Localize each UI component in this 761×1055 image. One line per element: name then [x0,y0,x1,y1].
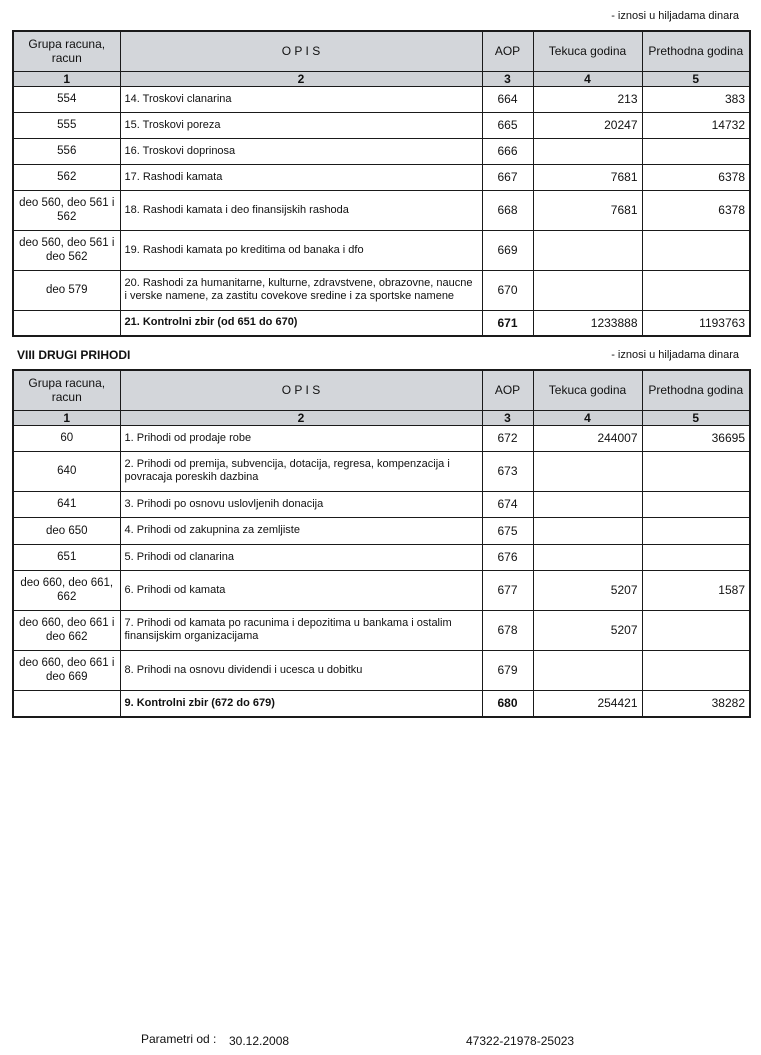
table-row [13,610,750,650]
col-number: 3 [482,410,533,425]
current-year-cell: 5207 [533,610,642,650]
other-income-table [12,369,751,718]
expenses-table [12,30,751,337]
unit-note: - iznosi u hiljadama dinara [611,349,739,361]
current-year-cell: 5207 [533,570,642,610]
previous-year-cell: 1193763 [642,310,750,336]
current-year-cell: 7681 [533,164,642,190]
account-cell: deo 560, deo 561 i 562 [13,190,120,230]
current-year-cell: 213 [533,86,642,112]
account-cell [13,690,120,717]
description-cell: 8. Prihodi na osnovu dividendi i ucesca u dobitku [120,650,482,690]
account-cell: deo 650 [13,517,120,544]
aop-cell: 676 [482,544,533,570]
table-row [13,112,750,138]
col-number: 1 [13,410,120,425]
description-cell: 16. Troskovi doprinosa [120,138,482,164]
account-cell: deo 660, deo 661 i deo 669 [13,650,120,690]
current-year-cell [533,544,642,570]
account-cell: deo 660, deo 661 i deo 662 [13,610,120,650]
account-cell: 60 [13,425,120,451]
header-previous-year: Prethodna godina [642,370,750,410]
account-cell: 651 [13,544,120,570]
aop-cell: 670 [482,270,533,310]
table-row [13,138,750,164]
aop-cell: 674 [482,491,533,517]
aop-cell: 680 [482,690,533,717]
header-current-year: Tekuca godina [533,31,642,71]
current-year-cell [533,650,642,690]
current-year-cell [533,230,642,270]
aop-cell: 672 [482,425,533,451]
header-description: O P I S [120,31,482,71]
aop-cell: 679 [482,650,533,690]
aop-cell: 677 [482,570,533,610]
account-cell: 555 [13,112,120,138]
parameters-label: Parametri od : [141,1032,217,1046]
document-code: 47322-21978-25023 [466,1034,575,1048]
table-row [13,650,750,690]
section-title: VIII DRUGI PRIHODI [17,348,131,362]
current-year-cell [533,517,642,544]
description-cell: 4. Prihodi od zakupnina za zemljiste [120,517,482,544]
previous-year-cell: 14732 [642,112,750,138]
col-number: 2 [120,71,482,86]
aop-cell: 669 [482,230,533,270]
previous-year-cell [642,270,750,310]
description-cell: 1. Prihodi od prodaje robe [120,425,482,451]
table-row [13,230,750,270]
unit-note: - iznosi u hiljadama dinara [611,10,739,22]
previous-year-cell: 38282 [642,690,750,717]
table-row [13,491,750,517]
description-cell: 20. Rashodi za humanitarne, kulturne, zdravstvene, obrazovne, naucne i verske namene, za zastitu covekove sredine i za sportske namene [120,270,482,310]
description-cell: 9. Kontrolni zbir (672 do 679) [120,690,482,717]
current-year-cell: 7681 [533,190,642,230]
table-row [13,190,750,230]
col-number: 3 [482,71,533,86]
aop-cell: 666 [482,138,533,164]
account-cell: 556 [13,138,120,164]
current-year-cell [533,138,642,164]
description-cell: 21. Kontrolni zbir (od 651 do 670) [120,310,482,336]
previous-year-cell [642,491,750,517]
aop-cell: 665 [482,112,533,138]
current-year-cell: 20247 [533,112,642,138]
header-aop: AOP [482,370,533,410]
account-cell: deo 579 [13,270,120,310]
previous-year-cell [642,544,750,570]
account-cell: 641 [13,491,120,517]
previous-year-cell: 6378 [642,164,750,190]
description-cell: 18. Rashodi kamata i deo finansijskih rashoda [120,190,482,230]
current-year-cell [533,491,642,517]
aop-cell: 664 [482,86,533,112]
col-number: 4 [533,410,642,425]
header-account: Grupa racuna, racun [13,31,120,71]
account-cell: 562 [13,164,120,190]
header-previous-year: Prethodna godina [642,31,750,71]
header-description: O P I S [120,370,482,410]
col-number: 5 [642,71,750,86]
header-account: Grupa racuna, racun [13,370,120,410]
table-row [13,86,750,112]
table-row [13,451,750,491]
current-year-cell: 254421 [533,690,642,717]
control-sum-row [13,310,750,336]
table-row [13,544,750,570]
account-cell: deo 560, deo 561 i deo 562 [13,230,120,270]
account-cell: 554 [13,86,120,112]
parameters-date: 30.12.2008 [229,1034,290,1048]
previous-year-cell [642,138,750,164]
current-year-cell [533,451,642,491]
description-cell: 19. Rashodi kamata po kreditima od banaka i dfo [120,230,482,270]
description-cell: 2. Prihodi od premija, subvencija, dotacija, regresa, kompenzacija i povracaja poreskih dazbina [120,451,482,491]
table-row [13,164,750,190]
table-row [13,570,750,610]
description-cell: 7. Prihodi od kamata po racunima i depozitima u bankama i ostalim finansijskim organizacijama [120,610,482,650]
previous-year-cell: 383 [642,86,750,112]
previous-year-cell: 36695 [642,425,750,451]
header-aop: AOP [482,31,533,71]
description-cell: 6. Prihodi od kamata [120,570,482,610]
previous-year-cell [642,610,750,650]
previous-year-cell [642,517,750,544]
description-cell: 3. Prihodi po osnovu uslovljenih donacija [120,491,482,517]
previous-year-cell [642,650,750,690]
current-year-cell: 244007 [533,425,642,451]
previous-year-cell: 6378 [642,190,750,230]
current-year-cell: 1233888 [533,310,642,336]
header-current-year: Tekuca godina [533,370,642,410]
table-row [13,270,750,310]
description-cell: 14. Troskovi clanarina [120,86,482,112]
table-row [13,425,750,451]
aop-cell: 675 [482,517,533,544]
aop-cell: 668 [482,190,533,230]
description-cell: 5. Prihodi od clanarina [120,544,482,570]
previous-year-cell: 1587 [642,570,750,610]
aop-cell: 673 [482,451,533,491]
aop-cell: 667 [482,164,533,190]
col-number: 4 [533,71,642,86]
previous-year-cell [642,451,750,491]
table-row [13,517,750,544]
aop-cell: 678 [482,610,533,650]
aop-cell: 671 [482,310,533,336]
current-year-cell [533,270,642,310]
col-number: 2 [120,410,482,425]
description-cell: 17. Rashodi kamata [120,164,482,190]
account-cell: 640 [13,451,120,491]
account-cell [13,310,120,336]
col-number: 1 [13,71,120,86]
previous-year-cell [642,230,750,270]
col-number: 5 [642,410,750,425]
control-sum-row [13,690,750,717]
account-cell: deo 660, deo 661, 662 [13,570,120,610]
description-cell: 15. Troskovi poreza [120,112,482,138]
